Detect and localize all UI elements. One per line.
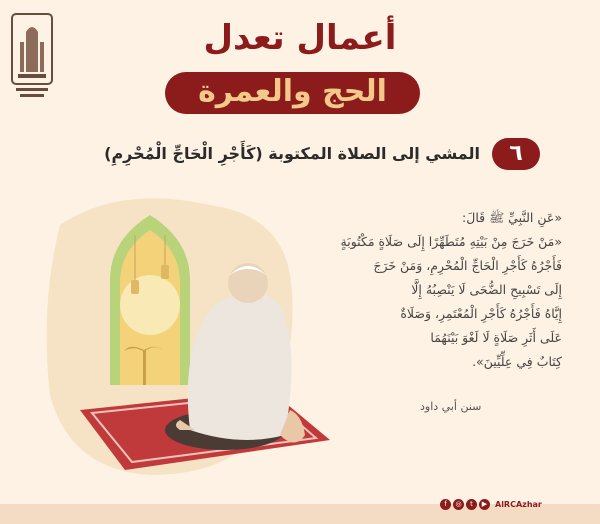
social-links bbox=[440, 497, 542, 511]
page-subtitle: الحج والعمرة bbox=[198, 74, 387, 109]
hadith-line: كِتَابٌ فِي عِلِّيِّينَ». bbox=[472, 354, 562, 369]
hadith-line: إِيَّاهُ فَأَجْرُهُ كَأَجْرِ الْمُعْتَمِرِ، وَصَلَاةٌ bbox=[400, 306, 562, 321]
twitter-icon[interactable]: t bbox=[466, 499, 477, 510]
hadith-line: إِلَى تَسْبِيحِ الضُّحَى لَا يَنْصِبُهُ إِلَّا bbox=[411, 282, 562, 297]
hadith-line: «عَنِ النَّبِيِّ ﷺ قَالَ: bbox=[462, 210, 562, 225]
page-title: أعمال تعدل bbox=[203, 18, 397, 58]
title-banner bbox=[165, 72, 420, 114]
item-heading bbox=[100, 140, 540, 170]
hadith-source: سنن أبي داود bbox=[420, 400, 482, 413]
hadith-text bbox=[304, 206, 562, 374]
instagram-icon[interactable]: ◎ bbox=[453, 499, 464, 510]
facebook-icon[interactable]: f bbox=[440, 499, 451, 510]
youtube-icon[interactable]: ▶ bbox=[479, 499, 490, 510]
item-title: المشي إلى الصلاة المكتوبة (كَأَجْرِ الْحَاجِّ الْمُحْرِمِ) bbox=[104, 144, 480, 163]
hadith-line: فَأَجْرُهُ كَأَجْرِ الْحَاجِّ الْمُحْرِمِ، وَمَنْ خَرَجَ bbox=[373, 258, 562, 273]
social-handle[interactable]: AlRCAzhar bbox=[495, 499, 542, 509]
item-number-badge: ٦ bbox=[492, 138, 540, 170]
hadith-line: «مَنْ خَرَجَ مِنْ بَيْتِهِ مُتَطَهِّرًا إِلَى صَلَاةٍ مَكْتُوبَةٍ bbox=[340, 234, 562, 249]
hadith-line: عَلَى أَثَرِ صَلَاةٍ لَا لَغْوَ بَيْنَهُمَا bbox=[430, 330, 562, 345]
